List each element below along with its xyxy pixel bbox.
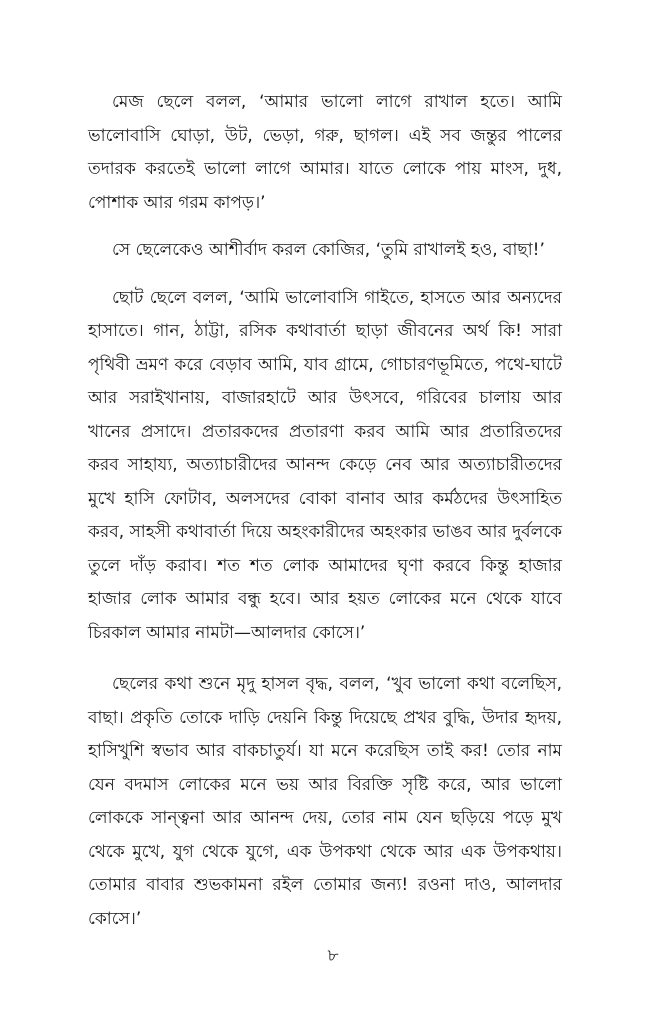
page-body-text (88, 86, 562, 950)
paragraph-youngest-son: ছোট ছেলে বলল, ‘আমি ভালোবাসি গাইতে, হাসতে আর অন্যদের হাসাতে। গান, ঠাট্টা, রসিক কথাবার্তা ছাড়া জীবনের অর্থ কি! সারা পৃথিবী ভ্রমণ করে বেড়াব আমি, যাব গ্রামে, গোচারণভূমিতে, পথে-ঘাটে আর সরাইখানায়, বাজারহাটে আর উৎসবে, গরিবের চালায় আর খানের প্রসাদে। প্রতারকদের প্রতারণা করব আমি আর প্রতারিতদের করব সাহায্য, অত্যাচারীদের আনন্দ কেড়ে নেব আর অত্যাচারীতদের মুখে হাসি ফোটাব, অলসদের বোকা বানাব আর কর্মঠদের উৎসাহিত করব, সাহসী কথাবার্তা দিয়ে অহংকারীদের অহংকার ভাঙব আর দুর্বলকে তুলে দাঁড় করাব। শত শত লোক আমাদের ঘৃণা করবে কিন্তু হাজার হাজার লোক আমার বন্ধু হবে। আর হয়ত লোকের মনে থেকে যাবে চিরকাল আমার নামটা—আলদার কোসে।’ (88, 287, 562, 643)
page-number: ৮ (327, 946, 339, 966)
paragraph-father-reply: ছেলের কথা শুনে মৃদু হাসল বৃদ্ধ, বলল, ‘খুব ভালো কথা বলেছিস, বাছা। প্রকৃতি তোকে দাড়ি দেয়নি কিন্তু দিয়েছে প্রখর বুদ্ধি, উদার হৃদয়, হাসিখুশি স্বভাব আর বাকচাতুর্য। যা মনে করেছিস তাই কর! তোর নাম যেন বদমাস লোকের মনে ভয় আর বিরক্তি সৃষ্টি করে, আর ভালো লোককে সান্ত্বনা আর আনন্দ দেয়, তোর নাম যেন ছড়িয়ে পড়ে মুখ থেকে মুখে, যুগ থেকে যুগে, এক উপকথা থেকে আর এক উপকথায়। তোমার বাবার শুভকামনা রইল তোমার জন্য! রওনা দাও, আলদার কোসে।’ (88, 674, 562, 929)
paragraph-blessing: সে ছেলেকেও আশীর্বাদ করল কোজির, ‘তুমি রাখালই হও, বাছা!’ (112, 240, 545, 260)
paragraph-middle-son: মেজ ছেলে বলল, ‘আমার ভালো লাগে রাখাল হতে। আমি ভালোবাসি ঘোড়া, উট, ভেড়া, গরু, ছাগল। এই সব জন্তুর পালের তদারক করতেই ভালো লাগে আমার। যাতে লোকে পায় মাংস, দুধ, পোশাক আর গরম কাপড়।’ (88, 92, 562, 213)
